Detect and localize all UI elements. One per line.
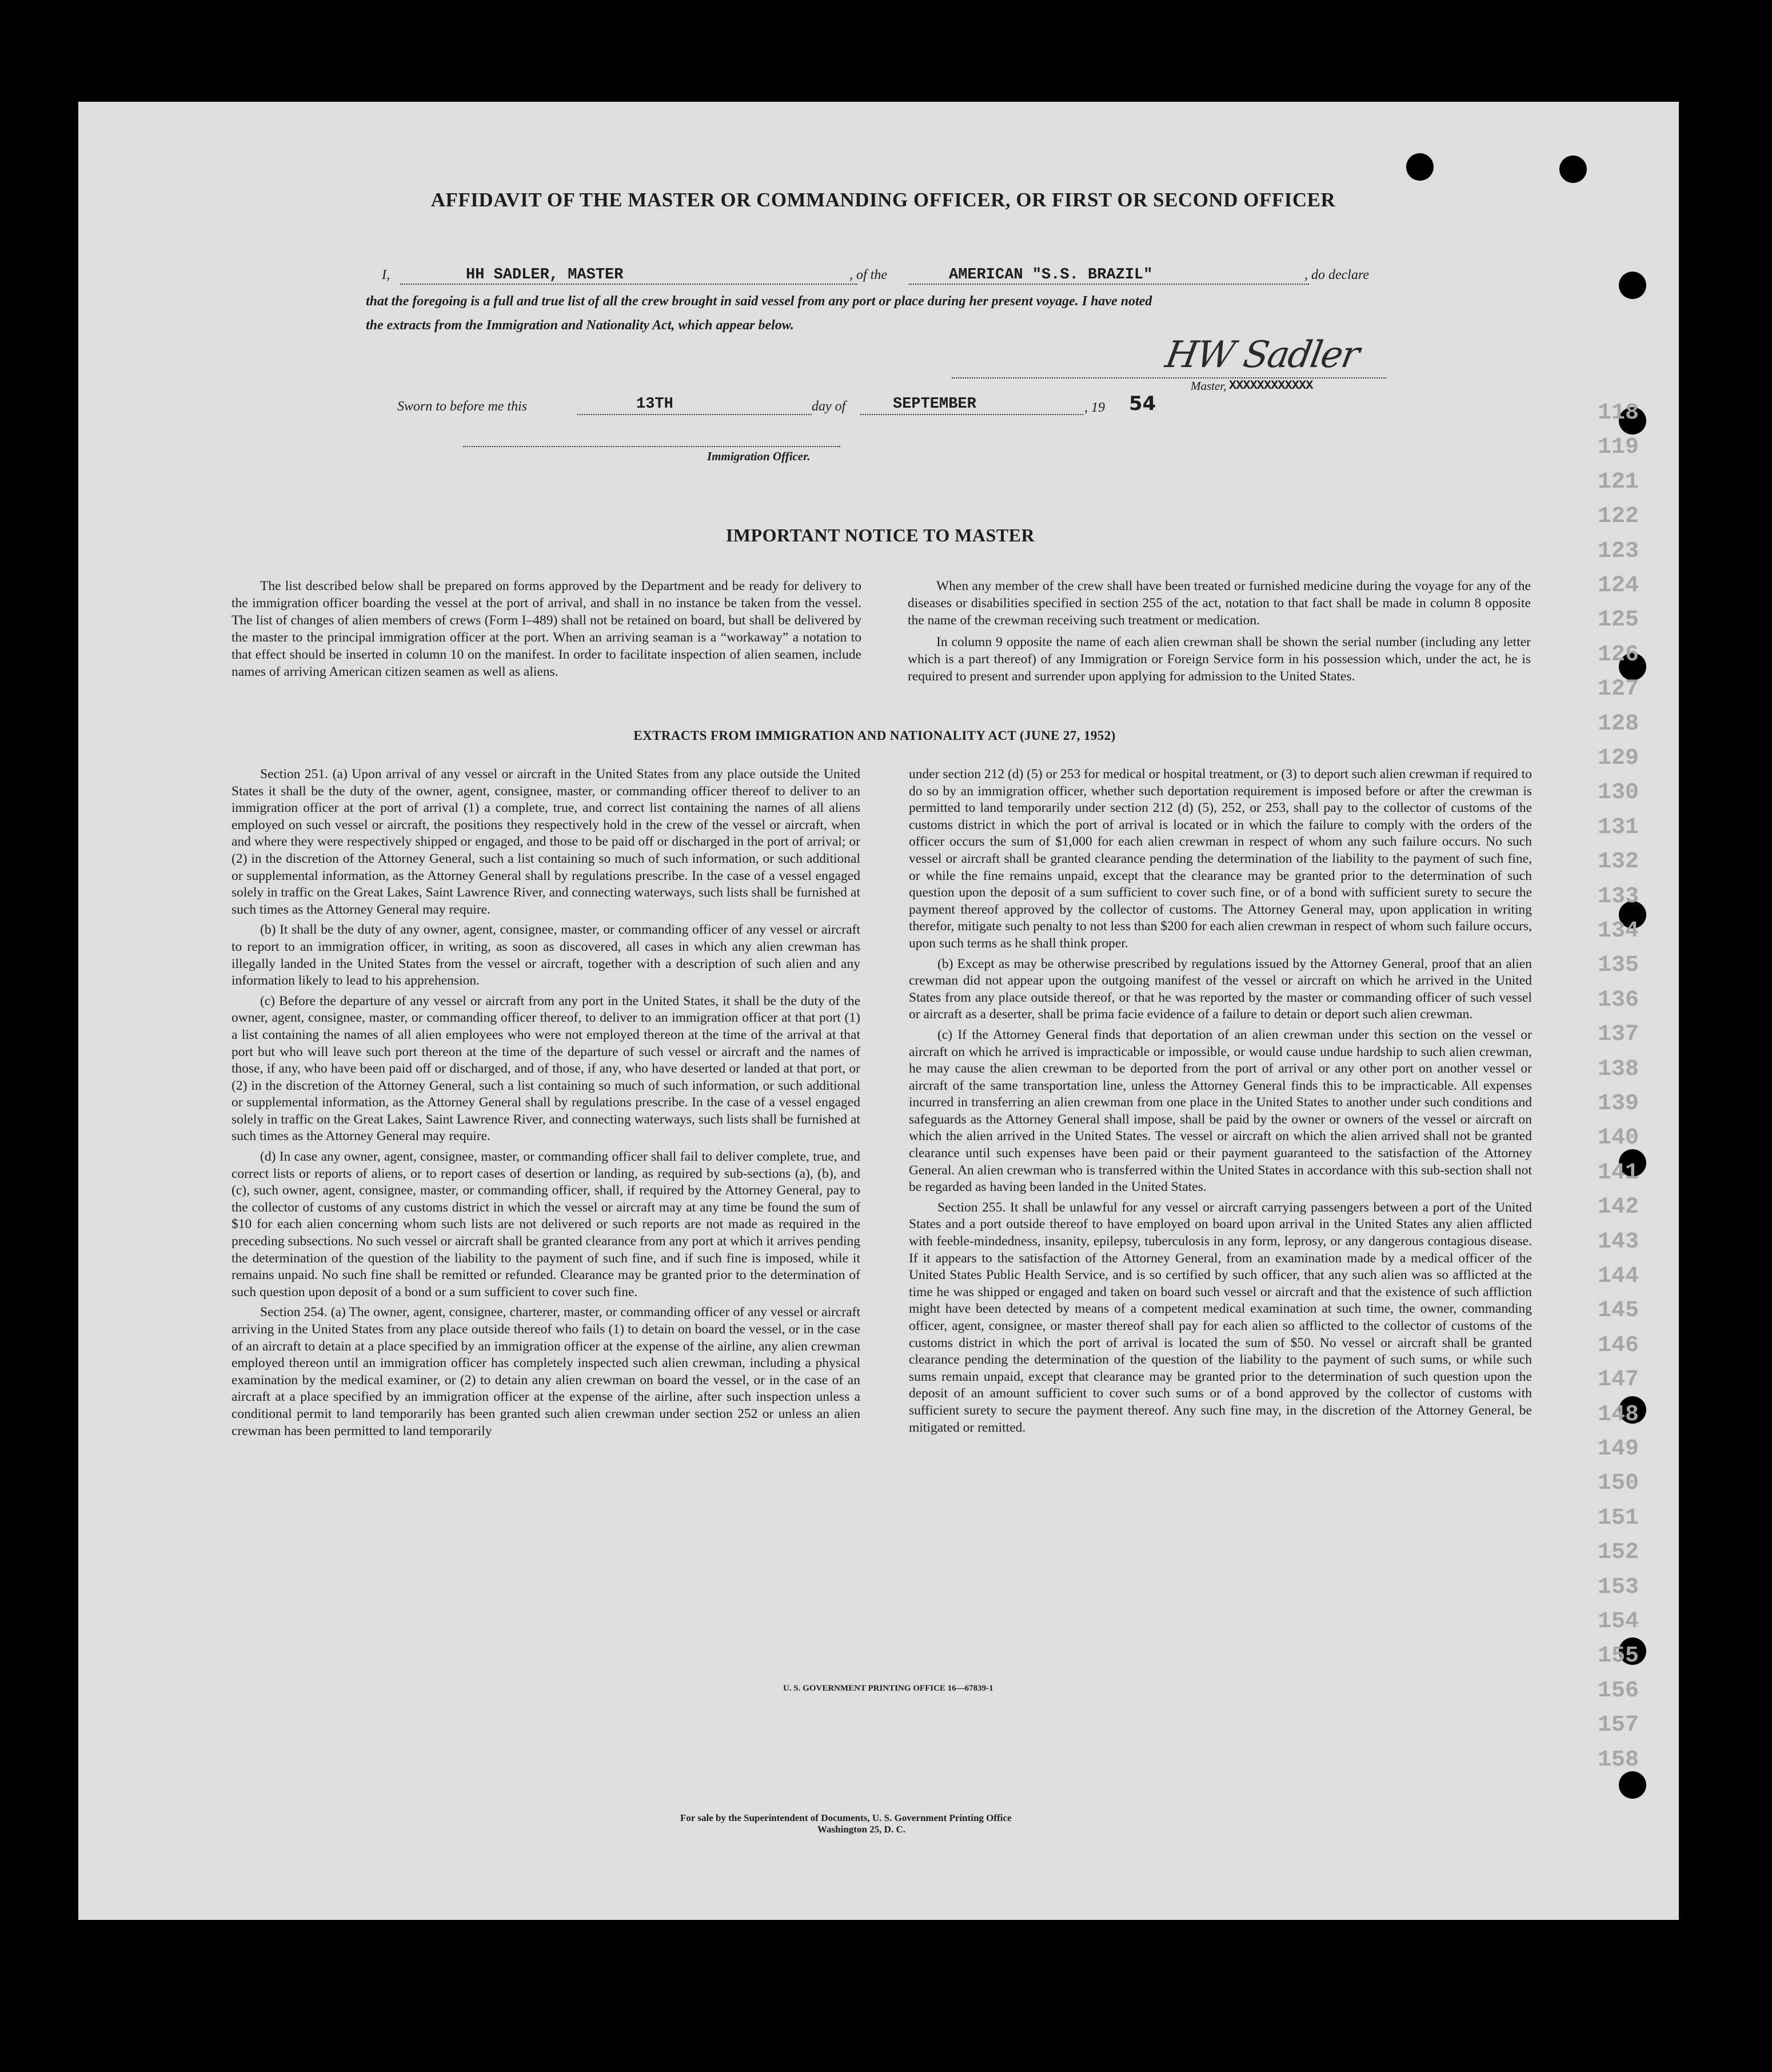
bleed-row-number: 129 (1598, 746, 1639, 771)
sworn-month-line (860, 414, 1083, 415)
bleed-row-number: 136 (1598, 987, 1639, 1013)
bleed-row-number: 149 (1598, 1436, 1639, 1462)
master-name: HH SADLER, MASTER (466, 266, 624, 284)
punch-hole (1406, 153, 1434, 181)
bleed-row-number: 153 (1598, 1574, 1639, 1600)
affidavit-line-2: that the foregoing is a full and true list of all the crew brought in said vessel from any port or place during her present voyage. I have noted (366, 294, 1152, 309)
bleed-row-number: 145 (1598, 1298, 1639, 1324)
extracts-left-column (232, 766, 860, 1440)
bleed-row-number: 131 (1598, 814, 1639, 840)
section-254-b: (b) Except as may be otherwise prescribed by regulations issued by the Attorney General, proof that an alien crewman did not appear upon the outgoing manifest of the vessel or aircraft on which he arrived in the United States from any place outside thereof, or that he was reported by the master or commanding officer of such vessel or aircraft as a deserter, shall be prima facie evidence of a failure to detain or deport such alien crewman. (909, 956, 1532, 1022)
affidavit-i: I, (382, 268, 390, 282)
extracts-right-column (909, 766, 1532, 1436)
extracts-title: EXTRACTS FROM IMMIGRATION AND NATIONALITY ACT (JUNE 27, 1952) (633, 728, 1116, 743)
bleed-row-number: 152 (1598, 1540, 1639, 1566)
master-label: Master, (1191, 379, 1227, 393)
bleed-row-number: 140 (1598, 1125, 1639, 1151)
bleed-row-number: 157 (1598, 1712, 1639, 1739)
bleed-row-number: 156 (1598, 1677, 1639, 1704)
bleed-row-number: 125 (1598, 607, 1639, 633)
bleed-row-number: 150 (1598, 1471, 1639, 1497)
section-251-b: (b) It shall be the duty of any owner, agent, consignee, master, or commanding officer of any vessel or aircraft to report to an immigration officer, in writing, as soon as discovered, all cases in which any alien crewman has illegally landed in the United States from the vessel or aircraft, together with a description of such alien and any information likely to lead to his apprehension. (232, 922, 860, 989)
bleed-row-number: 143 (1598, 1229, 1639, 1255)
sworn-label: Sworn to before me this (397, 399, 528, 414)
bleed-row-number: 122 (1598, 504, 1639, 530)
bleed-row-number: 141 (1598, 1159, 1639, 1186)
bleed-row-number: 119 (1598, 435, 1639, 461)
vessel-name: AMERICAN "S.S. BRAZIL" (949, 266, 1153, 284)
bleed-row-number: 124 (1598, 573, 1639, 599)
printing-office-note: U. S. GOVERNMENT PRINTING OFFICE 16—67839-1 (783, 1684, 993, 1693)
sworn-month: SEPTEMBER (893, 396, 976, 413)
master-name-line (400, 284, 857, 285)
affidavit-line-3: the extracts from the Immigration and Nationality Act, which appear below. (366, 318, 794, 333)
day-of-label: day of (812, 399, 846, 414)
affidavit-title: AFFIDAVIT OF THE MASTER OR COMMANDING OFFICER, OR FIRST OR SECOND OFFICER (430, 189, 1336, 211)
notice-left-column (232, 577, 861, 680)
section-251-d: (d) In case any owner, agent, consignee, master, or commanding officer shall fail to deliver complete, true, and correct lists or reports of aliens, or to report cases of desertion or landing, as required by sub-sections (a), (b), and (c), such owner, agent, consignee, master, or commanding officer, shall, if required by the Attorney General, pay to the collector of customs of any customs district in which the vessel or aircraft may at any time be found the sum of $10 for each alien concerning whom such lists are not delivered or such reports are not made as required in the preceding subsections. No such vessel or aircraft shall be granted clearance from any port at which it arrives pending the determination of the question of the liability to the payment of such fine, and if such fine is imposed, while it remains unpaid. No such fine shall be remitted or refunded. Clearance may be granted prior to the determination of such question upon deposit of a bond or a sum sufficient to cover such fine. (232, 1149, 860, 1300)
for-sale-line-1: For sale by the Superintendent of Documents, U. S. Government Printing Office (680, 1812, 1012, 1823)
of-the-label: , of the (849, 268, 887, 282)
bleed-row-number: 130 (1598, 780, 1639, 806)
section-254-c: (c) If the Attorney General finds that deportation of an alien crewman under this section on the vessel or aircraft on which he arrived is impracticable or impossible, or would cause undue hardship to such alien crewman, he may cause the alien crewman to be deported from the port of arrival or any other port on another vessel or aircraft of the same transportation line, unless the Attorney General finds this to be impracticable. All expenses incurred in transferring an alien crewman from one place in the United States to another under such conditions and safeguards as the Attorney General shall impose, shall be paid by the owner or owners of the vessel or aircraft on which the alien arrived in the United States. The vessel or aircraft on which the alien arrived shall not be granted clearance until such expenses have been paid or their payment guaranteed to the satisfaction of the Attorney General. An alien crewman who is transferred within the United States in accordance with this sub-section shall not be regarded as having been landed in the United States. (909, 1027, 1532, 1195)
bleed-row-number: 134 (1598, 918, 1639, 944)
bleed-row-number: 135 (1598, 953, 1639, 979)
signature-line (952, 377, 1386, 378)
for-sale-line-2: Washington 25, D. C. (817, 1824, 905, 1835)
bleed-row-number: 146 (1598, 1332, 1639, 1358)
master-struck-title: XXXXXXXXXXXX (1229, 378, 1313, 393)
vessel-line (909, 284, 1309, 285)
bleed-row-number: 154 (1598, 1609, 1639, 1635)
section-254-continued: under section 212 (d) (5) or 253 for medical or hospital treatment, or (3) to deport such alien crewman if required to do so by an immigration officer, whether such deportation requirement is imposed before or after the crewman is permitted to land temporarily under section 212 (d) (5), 252, or 253, shall pay to the collector of customs of the customs district in which the port of arrival is located or in which the failure to comply with the orders of the officer occurs the sum of $1,000 for each alien crewman in respect of whom any such failure occurs. No such vessel or aircraft shall be granted clearance pending the determination of the liability to the payment of such fine, or while the fine remains unpaid, except that the clearance may be granted prior to the determination of such question upon the deposit of a sum sufficient to cover such fine, or of a bond with sufficient surety to secure the payment thereof approved by the collector of customs. The Attorney General may, upon application in writing therefor, mitigate such penalty to not less than $200 for each alien crewman in respect of whom such failure occurs, upon such terms as he shall think proper. (909, 767, 1532, 951)
punch-hole (1559, 156, 1587, 183)
bleed-row-number: 139 (1598, 1091, 1639, 1117)
year-suffix: 54 (1129, 392, 1156, 415)
punch-hole (1619, 1771, 1646, 1799)
section-254-a: Section 254. (a) The owner, agent, consignee, charterer, master, or commanding officer of any vessel or aircraft arriving in the United States from any place outside thereof who fails (1) to detain on board the vessel, or in the case of an aircraft to detain at a place specified by an immigration officer at the expense of the airline, any alien crewman employed thereon until an immigration officer has completely inspected such alien crewman, including a physical examination by the medical examiner, or (2) to detain any alien crewman on board the vessel, or in the case of an aircraft at a place specified by an immigration officer at the expense of the airline, after such inspection unless a conditional permit to land temporarily has been granted such alien crewman under section 252 or unless an alien crewman has been permitted to land temporarily (232, 1305, 860, 1439)
bleed-row-number: 148 (1598, 1401, 1639, 1428)
punch-hole (1619, 272, 1646, 299)
bleed-row-number: 151 (1598, 1505, 1639, 1531)
notice-right-paragraph-2: In column 9 opposite the name of each alien crewman shall be shown the serial number (including any letter which is a part thereof) of any Immigration or Foreign Service form in his possession which, under the act, he is required to present and surrender upon applying for admission to the United States. (908, 635, 1531, 684)
bleed-row-number: 147 (1598, 1367, 1639, 1393)
section-255: Section 255. It shall be unlawful for any vessel or aircraft carrying passengers between a port of the United States and a port outside thereof to have employed on board upon arrival in the United States any alien afflicted with feeble-mindedness, insanity, epilepsy, tuberculosis in any form, leprosy, or any dangerous contagious disease. If it appears to the satisfaction of the Attorney General, from an examination made by a medical officer of the United States Public Health Service, and is so certified by such officer, that any such alien was so afflicted at the time he was shipped or engaged and taken on board such vessel or aircraft and that the existence of such affliction might have been detected by means of a competent medical examination at such time, the owner, commanding officer, agent, consignee, or master thereof shall pay for each alien so afflicted to the collector of customs of the customs district in which the port of arrival is located the sum of $50. No vessel or aircraft shall be granted clearance pending the determination of the question of the liability to the payment of such sums, or while such sums remain unpaid, except that clearance may be granted prior to the determination of such question upon the deposit of an amount sufficient to cover such sums or of a bond approved by the collector of customs with sufficient surety to secure the payment thereof. Any such fine may, in the discretion of the Attorney General, be mitigated or remitted. (909, 1200, 1532, 1435)
immigration-officer-line (463, 446, 840, 447)
notice-title: IMPORTANT NOTICE TO MASTER (725, 525, 1035, 545)
immigration-officer-label: Immigration Officer. (707, 449, 811, 463)
bleed-row-number: 142 (1598, 1194, 1639, 1221)
bleed-row-number: 158 (1598, 1747, 1639, 1773)
notice-right-column (908, 577, 1531, 685)
sworn-day-line (577, 414, 812, 415)
bleed-row-number: 128 (1598, 711, 1639, 737)
section-251-a: Section 251. (a) Upon arrival of any vessel or aircraft in the United States from any place outside the United States it shall be the duty of the owner, agent, consignee, master, or commanding officer thereof to deliver to an immigration officer at the port of arrival (1) a complete, true, and correct list containing the names of all aliens employed on such vessel or aircraft, the positions they respectively hold in the crew of the vessel or aircraft, when and where they were respectively shipped or engaged, and those to be paid off or discharged in the port of arrival; or (2) in the discretion of the Attorney General, such a list containing so much of such information, or such additional or supplemental information, as the Attorney General shall by regulations prescribe. In the case of a vessel engaged solely in traffic on the Great Lakes, Saint Lawrence River, and connecting waterways, such lists shall be furnished at such times as the Attorney General may require. (232, 767, 860, 917)
bleed-row-number: 144 (1598, 1264, 1639, 1289)
bleed-row-number: 133 (1598, 883, 1639, 910)
sworn-day: 13TH (636, 396, 673, 413)
bleed-row-number: 138 (1598, 1056, 1639, 1082)
bleed-row-number: 155 (1598, 1643, 1639, 1669)
do-declare-label: , do declare (1304, 268, 1370, 282)
bleed-row-number: 126 (1598, 641, 1639, 668)
bleed-row-number: 132 (1598, 849, 1639, 875)
year-prefix: , 19 (1084, 400, 1105, 415)
notice-left-paragraph: The list described below shall be prepared on forms approved by the Department and be ready for delivery to the immigration officer boarding the vessel at the port of arrival, and shall in no instance be taken from the vessel. The list of changes of alien members of crews (Form I–489) shall not be retained on board, but shall be delivered by the master to the principal immigration officer at the port. When an arriving seaman is a “workaway” a notation to that effect should be inserted in column 10 on the manifest. In order to facilitate inspection of alien seamen, include names of arriving American citizen seamen as well as aliens. (232, 579, 861, 679)
section-251-c: (c) Before the departure of any vessel or aircraft from any port in the United States, it shall be the duty of the owner, agent, consignee, master, or commanding officer thereof, to deliver to an immigration officer at that port (1) a list containing the names of all alien employees who were not employed thereon at the time of the arrival at that port but who will leave such port thereon at the time of the departure of such vessel or aircraft and the names of those, if any, who have been paid off or discharged, and of those, if any, who have deserted or landed at that port, or (2) in the discretion of the Attorney General, such a list containing so much of such information, or such additional or supplemental information, as the Attorney General shall by regulations prescribe. In the case of a vessel engaged solely in traffic on the Great Lakes, Saint Lawrence River, and connecting waterways, such lists shall be furnished at such times as the Attorney General may require. (232, 993, 860, 1144)
bleed-row-number: 127 (1598, 676, 1639, 703)
bleed-row-number: 121 (1598, 469, 1639, 495)
notice-right-paragraph-1: When any member of the crew shall have been treated or furnished medicine during the voyage for any of the diseases or disabilities specified in section 255 of the act, notation to that fact shall be made in column 8 opposite the name of the crewman receiving such treatment or medication. (908, 579, 1531, 628)
bleed-row-number: 118 (1598, 400, 1639, 426)
master-signature: HW Sadler (1162, 334, 1362, 376)
bleed-row-number: 137 (1598, 1022, 1639, 1048)
bleed-row-number: 123 (1598, 538, 1639, 564)
